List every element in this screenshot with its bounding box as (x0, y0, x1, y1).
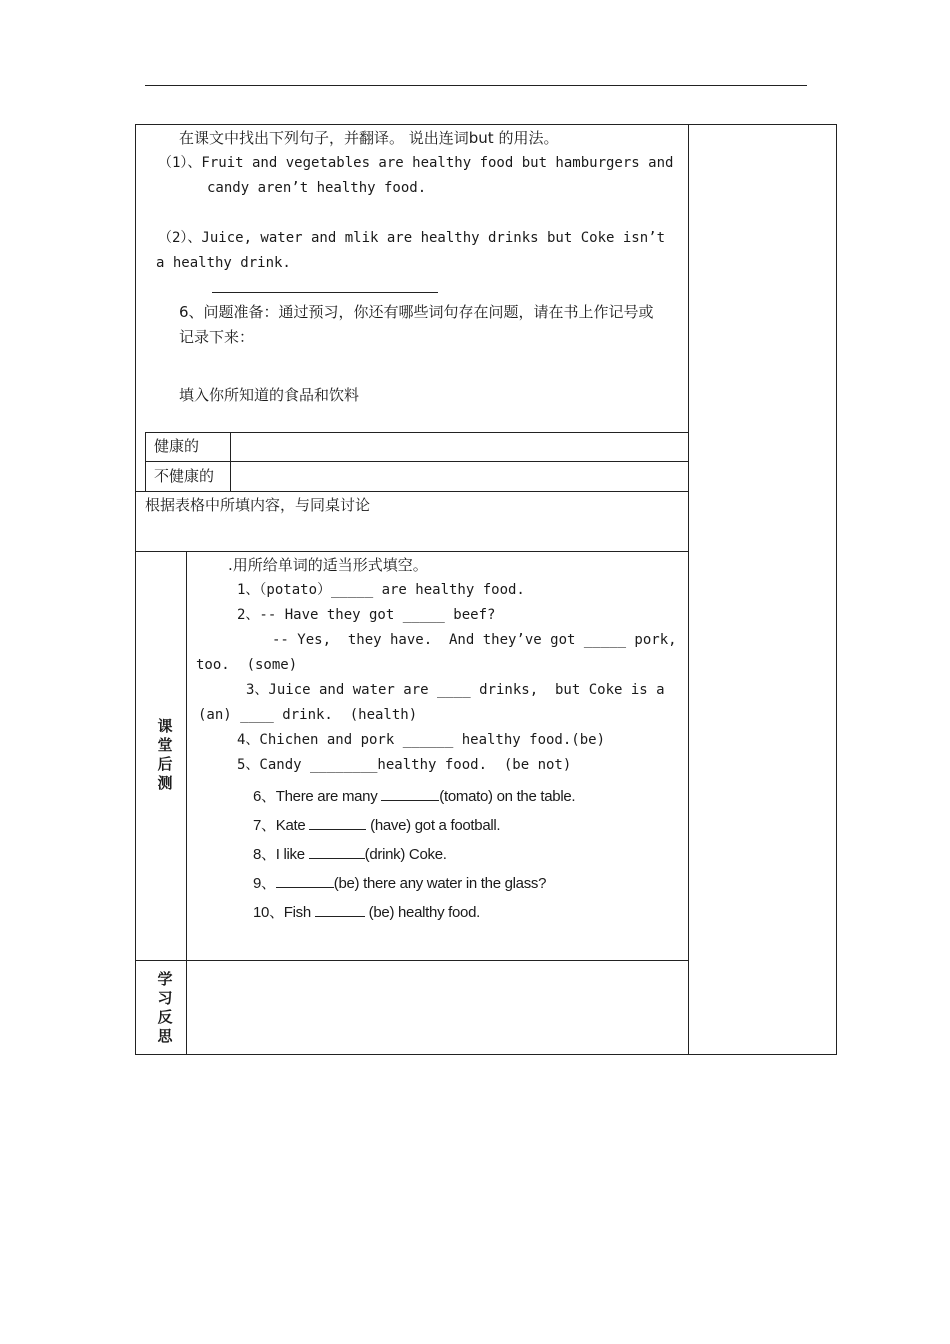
q10-suffix: (be) healthy food. (364, 904, 481, 921)
q10-prefix: 10、Fish (253, 904, 315, 921)
test-question-1: 1、（potato）_____ are healthy food. (237, 582, 525, 598)
q9-suffix: (be) there any water in the glass? (333, 875, 547, 892)
q9-prefix: 9、 (253, 875, 276, 892)
side-char: 思 (157, 1027, 173, 1045)
healthy-answer-cell[interactable] (231, 433, 687, 461)
q9-blank[interactable] (276, 873, 334, 888)
test-side-label (155, 717, 175, 793)
discuss-instruction: 根据表格中所填内容，与同桌讨论 (145, 496, 371, 514)
reflection-answer-area[interactable] (187, 961, 687, 1054)
test-question-3b: (an) ____ drink. (health) (198, 707, 418, 723)
q8-blank[interactable] (309, 844, 365, 859)
unhealthy-label: 不健康的 (154, 467, 215, 485)
test-question-2a: 2、-- Have they got _____ beef? (237, 607, 496, 623)
food-table-bottom (135, 491, 688, 492)
question-prep-line-1: 6、问题准备：通过预习，你还有哪些词句存在问题，请在书上作记号或 (179, 303, 654, 321)
test-question-2b: -- Yes, they have. And they’ve got _____ pork, (272, 632, 677, 648)
test-question-2c: too. (some) (196, 657, 298, 673)
q6-prefix: 6、There are many (253, 788, 382, 805)
healthy-label: 健康的 (154, 437, 200, 455)
test-question-8 (253, 844, 447, 864)
translate-instruction: 在课文中找出下列句子，并翻译。 说出连词but 的用法。 (179, 129, 559, 147)
sentence-2-line-2: a healthy drink. (156, 255, 291, 271)
side-char: 后 (157, 755, 173, 773)
test-question-4: 4、Chichen and pork ______ healthy food.(be) (237, 732, 606, 748)
food-table-left (145, 432, 146, 492)
q8-suffix: (drink) Coke. (364, 846, 447, 863)
side-char: 反 (157, 1008, 173, 1026)
sentence-1-line-2: candy aren’t healthy food. (207, 180, 427, 196)
test-question-7 (253, 815, 500, 835)
q10-blank[interactable] (315, 902, 365, 917)
test-section-top (135, 551, 688, 552)
sentence-2-line-1: （2）、Juice, water and mlik are healthy drinks but Coke isn’t (158, 230, 666, 246)
fill-food-prompt: 填入你所知道的食品和饮料 (179, 386, 360, 404)
side-char: 学 (157, 970, 173, 988)
test-question-5: 5、Candy ________healthy food. (be not) (237, 757, 572, 773)
side-char: 习 (157, 989, 173, 1007)
q6-blank[interactable] (381, 786, 439, 801)
translation-answer-line[interactable] (212, 292, 438, 293)
header-rule (145, 85, 807, 86)
q7-blank[interactable] (309, 815, 366, 830)
reflection-side-label (155, 970, 175, 1046)
side-char: 堂 (157, 736, 173, 754)
q6-suffix: (tomato) on the table. (439, 788, 576, 805)
q8-prefix: 8、I like (253, 846, 309, 863)
question-prep-line-2: 记录下来： (179, 328, 255, 346)
sentence-1-line-1: （1）、Fruit and vegetables are healthy food but hamburgers and (158, 155, 674, 171)
q7-suffix: (have) got a football. (366, 817, 501, 834)
test-title: .用所给单词的适当形式填空。 (228, 556, 428, 574)
q7-prefix: 7、Kate (253, 817, 310, 834)
test-question-10 (253, 902, 480, 922)
test-question-6 (253, 786, 575, 806)
test-question-9 (253, 873, 546, 893)
side-char: 课 (157, 717, 173, 735)
test-question-3a: 3、Juice and water are ____ drinks, but Coke is a (246, 682, 665, 698)
notes-column[interactable] (689, 125, 836, 1054)
unhealthy-answer-cell[interactable] (231, 462, 687, 491)
side-char: 测 (157, 774, 173, 792)
